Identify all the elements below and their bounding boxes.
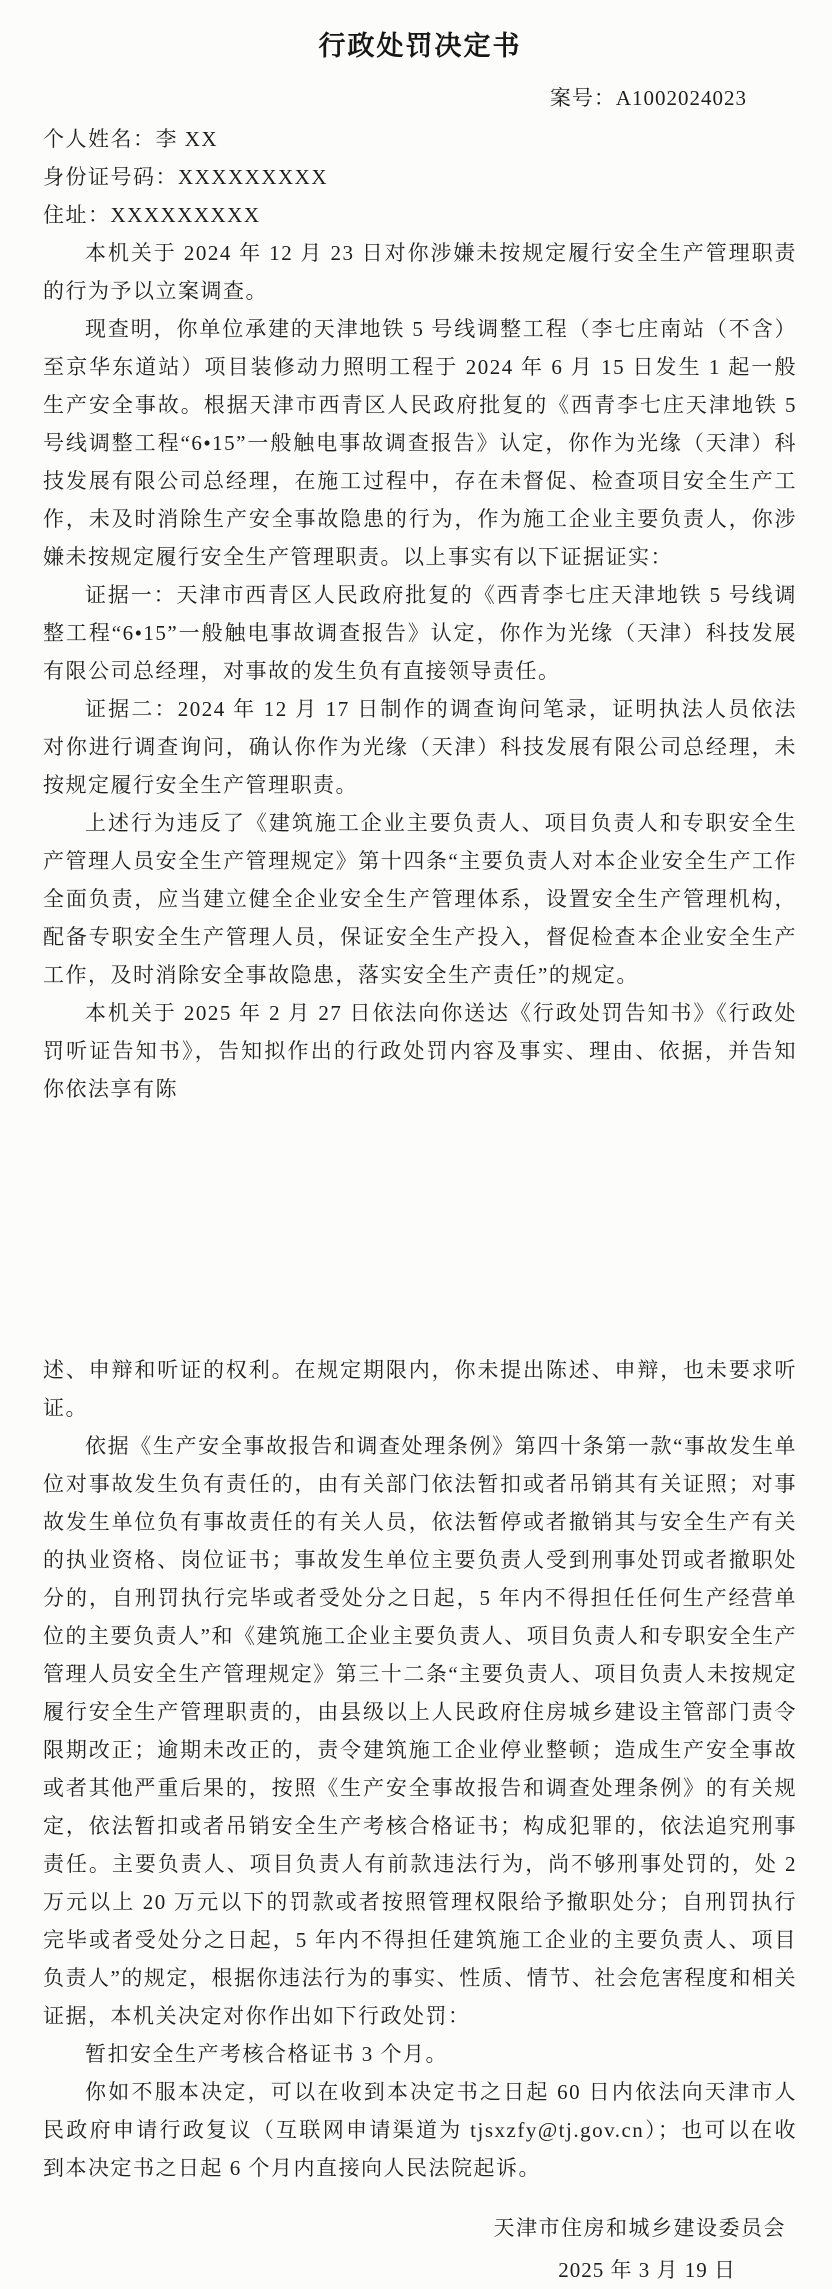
case-number-line	[43, 86, 797, 110]
signature-block	[43, 2209, 797, 2289]
recipient-name-line	[43, 120, 797, 158]
recipient-name-value: 李 XX	[155, 127, 219, 151]
recipient-id-line	[43, 158, 797, 196]
recipient-id-value: XXXXXXXXX	[178, 165, 328, 189]
recipient-address-value: XXXXXXXXX	[110, 203, 261, 227]
paragraph-evidence-2: 证据二：2024 年 12 月 17 日制作的调查询问笔录，证明执法人员依法对你进行调查询问，确认你作为光缘（天津）科技发展有限公司总经理，未按规定履行安全生产管理职责。	[43, 697, 797, 797]
paragraph-legal-basis: 依据《生产安全事故报告和调查处理条例》第四十条第一款“事故发生单位对事故发生负有责任的，由有关部门依法暂扣或者吊销其有关证照；对事故发生单位负有事故责任的有关人员，依法暂停或者撤销其与安全生产有关的执业资格、岗位证书；事故发生单位主要负责人受到刑事处罚或者撤职处分的，自刑罚执行完毕或者受处分之日起，5 年内不得担任任何生产经营单位的主要负责人”和《建筑施工企业主要负责人、项目负责人和专职安全生产管理人员安全生产管理规定》第三十二条“主要负责人、项目负责人未按规定履行安全生产管理职责的，由县级以上人民政府住房城乡建设主管部门责令限期改正；逾期未改正的，责令建筑施工企业停业整顿；造成生产安全事故或者其他严重后果的，按照《生产安全事故报告和调查处理条例》的有关规定，依法暂扣或者吊销安全生产考核合格证书；构成犯罪的，依法追究刑事责任。主要负责人、项目负责人有前款违法行为，尚不够刑事处罚的，处 2 万元以上 20 万元以下的罚款或者按照管理权限给予撤职处分；自刑罚执行完毕或者受处分之日起，5 年内不得担任建筑施工企业的主要负责人、项目负责人”的规定，根据你违法行为的事实、性质、情节、社会危害程度和相关证据，本机关决定对你作出如下行政处罚：	[43, 1434, 797, 2028]
signature-organization: 天津市住房和城乡建设委员会	[493, 2216, 786, 2240]
case-number-label: 案号：	[549, 86, 616, 110]
document-title: 行政处罚决定书	[318, 31, 522, 61]
recipient-address-label: 住址：	[43, 203, 111, 227]
document-body-page1	[43, 234, 797, 1108]
paragraph-case-filing: 本机关于 2024 年 12 月 23 日对你涉嫌未按规定履行安全生产管理职责的行为予以立案调查。	[43, 241, 797, 303]
recipient-info	[43, 120, 797, 234]
paragraph-rights-continuation: 述、申辩和听证的权利。在规定期限内，你未提出陈述、申辩，也未要求听证。	[43, 1358, 797, 1420]
document-body-page2	[43, 1351, 797, 2187]
paragraph-appeal-rights: 你如不服本决定，可以在收到本决定书之日起 60 日内依法向天津市人民政府申请行政复议（互联网申请渠道为 tjsxzfy@tj.gov.cn）；也可以在收到本决定书之日起 6 个月内直接向人民法院起诉。	[43, 2080, 797, 2180]
recipient-address-line	[43, 196, 797, 234]
signature-date: 2025 年 3 月 19 日	[558, 2258, 736, 2282]
recipient-name-label: 个人姓名：	[43, 127, 156, 151]
recipient-id-label: 身份证号码：	[43, 165, 178, 189]
page-break-gap	[43, 1108, 797, 1351]
case-number-value: A1002024023	[615, 86, 747, 110]
paragraph-violation: 上述行为违反了《建筑施工企业主要负责人、项目负责人和专职安全生产管理人员安全生产管理规定》第十四条“主要负责人对本企业安全生产工作全面负责，应当建立健全企业安全生产管理体系，设置安全生产管理机构，配备专职安全生产管理人员，保证安全生产投入，督促检查本企业安全生产工作，及时消除安全事故隐患，落实安全生产责任”的规定。	[43, 811, 797, 987]
paragraph-findings: 现查明，你单位承建的天津地铁 5 号线调整工程（李七庄南站（不含）至京华东道站）项目装修动力照明工程于 2024 年 6 月 15 日发生 1 起一般生产安全事故。根据天津市西青区人民政府批复的《西青李七庄天津地铁 5 号线调整工程“6•15”一般触电事故调查报告》认定，你作为光缘（天津）科技发展有限公司总经理，在施工过程中，存在未督促、检查项目安全生产工作，未及时消除生产安全事故隐患的行为，作为施工企业主要负责人，你涉嫌未按规定履行安全生产管理职责。以上事实有以下证据证实：	[43, 317, 797, 569]
paragraph-penalty-decision: 暂扣安全生产考核合格证书 3 个月。	[85, 2042, 448, 2066]
paragraph-evidence-1: 证据一：天津市西青区人民政府批复的《西青李七庄天津地铁 5 号线调整工程“6•15”一般触电事故调查报告》认定，你作为光缘（天津）科技发展有限公司总经理，对事故的发生负有直接领导责任。	[43, 583, 797, 683]
paragraph-notification: 本机关于 2025 年 2 月 27 日依法向你送达《行政处罚告知书》《行政处罚听证告知书》，告知拟作出的行政处罚内容及事实、理由、依据，并告知你依法享有陈	[43, 1001, 797, 1101]
